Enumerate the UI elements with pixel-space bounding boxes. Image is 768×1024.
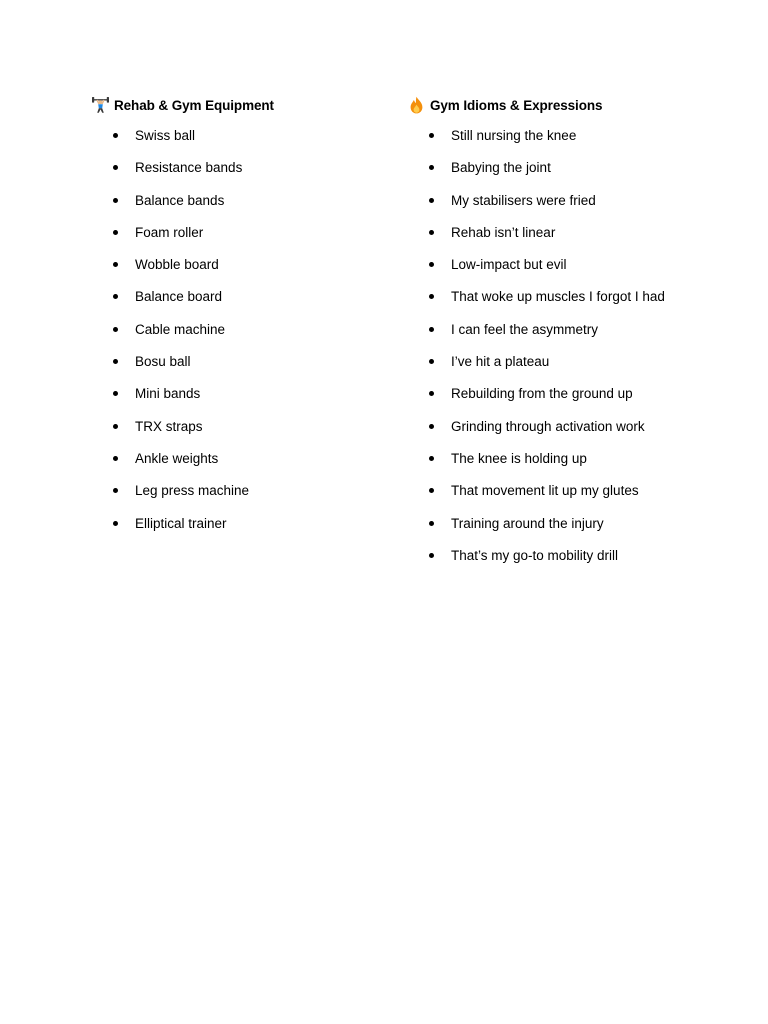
list-item: Mini bands	[92, 384, 382, 416]
list-item: Cable machine	[92, 320, 382, 352]
bullet	[113, 262, 118, 267]
list-item: Ankle weights	[92, 449, 382, 481]
idioms-heading-text: Gym Idioms & Expressions	[430, 97, 603, 113]
equipment-column	[92, 94, 382, 546]
equipment-list	[92, 126, 382, 546]
bullet	[113, 327, 118, 332]
list-item: Bosu ball	[92, 352, 382, 384]
bullet	[429, 391, 434, 396]
bullet	[113, 165, 118, 170]
bullet	[429, 165, 434, 170]
bullet	[113, 391, 118, 396]
bullet	[429, 553, 434, 558]
bullet	[429, 133, 434, 138]
bullet	[429, 521, 434, 526]
list-item: I’ve hit a plateau	[408, 352, 738, 384]
list-item: Swiss ball	[92, 126, 382, 158]
list-item: Rebuilding from the ground up	[408, 384, 738, 416]
idioms-list	[408, 126, 738, 578]
list-item: That movement lit up my glutes	[408, 481, 738, 513]
list-item: That’s my go-to mobility drill	[408, 546, 738, 578]
list-item: Low-impact but evil	[408, 255, 738, 287]
bullet	[429, 262, 434, 267]
list-item: Resistance bands	[92, 158, 382, 190]
list-item: Babying the joint	[408, 158, 738, 190]
bullet	[429, 359, 434, 364]
bullet	[113, 424, 118, 429]
list-item: Rehab isn’t linear	[408, 223, 738, 255]
bullet	[429, 230, 434, 235]
idioms-column	[408, 94, 738, 578]
list-item: Training around the injury	[408, 514, 738, 546]
list-item: That woke up muscles I forgot I had	[408, 287, 738, 319]
list-item: TRX straps	[92, 417, 382, 449]
bullet	[113, 294, 118, 299]
bullet	[429, 488, 434, 493]
list-item: My stabilisers were fried	[408, 191, 738, 223]
bullet	[113, 456, 118, 461]
idioms-heading	[408, 94, 738, 116]
bullet	[113, 198, 118, 203]
bullet	[429, 294, 434, 299]
list-item: Wobble board	[92, 255, 382, 287]
bullet	[429, 327, 434, 332]
bullet	[429, 198, 434, 203]
list-item: Foam roller	[92, 223, 382, 255]
bullet	[429, 456, 434, 461]
list-item: Grinding through activation work	[408, 417, 738, 449]
fire-icon	[408, 96, 425, 114]
list-item: Balance bands	[92, 191, 382, 223]
bullet	[113, 133, 118, 138]
list-item: I can feel the asymmetry	[408, 320, 738, 352]
bullet	[113, 230, 118, 235]
list-item: Still nursing the knee	[408, 126, 738, 158]
list-item: Balance board	[92, 287, 382, 319]
bullet	[113, 521, 118, 526]
equipment-heading	[92, 94, 382, 116]
bullet	[429, 424, 434, 429]
equipment-heading-text: Rehab & Gym Equipment	[114, 97, 274, 113]
list-item: Elliptical trainer	[92, 514, 382, 546]
weightlifter-icon	[92, 96, 109, 114]
list-item: The knee is holding up	[408, 449, 738, 481]
list-item: Leg press machine	[92, 481, 382, 513]
bullet	[113, 488, 118, 493]
bullet	[113, 359, 118, 364]
